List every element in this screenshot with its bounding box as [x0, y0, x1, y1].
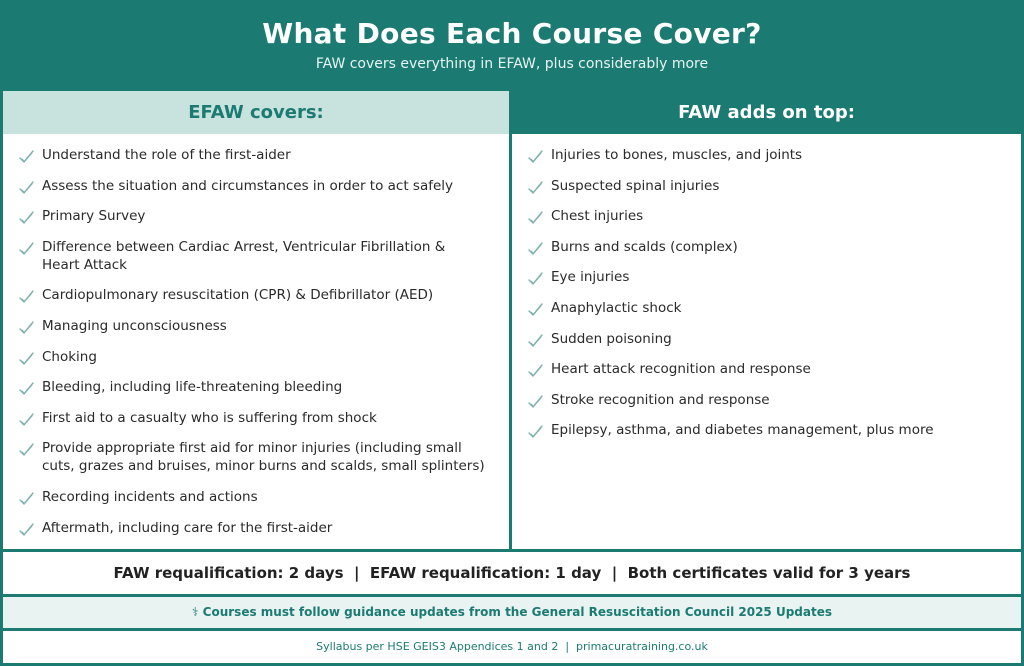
faw-list-item	[512, 421, 1021, 439]
faw-list-item-label: Epilepsy, asthma, and diabetes management, plus more	[551, 422, 934, 439]
check-icon	[18, 210, 35, 226]
check-icon	[527, 210, 544, 226]
efaw-list-item-label: Primary Survey	[42, 208, 146, 225]
check-icon	[18, 241, 35, 257]
faw-list-item	[512, 299, 1021, 317]
faw-list-item-label: Chest injuries	[551, 208, 644, 225]
faw-list-item	[512, 391, 1021, 409]
footer-bar	[3, 631, 1021, 663]
efaw-list	[3, 134, 509, 537]
check-icon	[527, 241, 544, 257]
check-icon	[527, 149, 544, 165]
faw-list-item-label: Eye injuries	[551, 269, 630, 286]
page-subtitle: FAW covers everything in EFAW, plus considerably more	[315, 56, 709, 72]
check-icon	[527, 180, 544, 196]
efaw-list-item-label: First aid to a casualty who is suffering from shock	[42, 409, 377, 426]
check-icon	[18, 351, 35, 367]
faw-list-item	[512, 238, 1021, 256]
check-icon	[527, 333, 544, 349]
efaw-list-item	[3, 317, 509, 335]
efaw-list-item-label: Bleeding, including life-threatening bleeding	[42, 379, 343, 396]
efaw-list-item	[3, 238, 509, 274]
faw-column	[512, 91, 1021, 549]
faw-list-item-label: Heart attack recognition and response	[551, 361, 811, 378]
faw-list-item	[512, 146, 1021, 164]
efaw-list-item-label: Recording incidents and actions	[42, 488, 258, 505]
efaw-list-item	[3, 409, 509, 427]
efaw-list-item-label: Understand the role of the first-aider	[42, 147, 291, 163]
page-title: What Does Each Course Cover?	[262, 17, 762, 50]
check-icon	[18, 442, 35, 458]
faw-list-item	[512, 268, 1021, 286]
efaw-list-item-label: Difference between Cardiac Arrest, Ventricular Fibrillation & Heart Attack	[42, 238, 446, 273]
check-icon	[527, 394, 544, 410]
faw-list	[512, 134, 1021, 439]
efaw-list-item-label: Aftermath, including care for the first-aider	[42, 519, 333, 536]
faw-list-item-label: Suspected spinal injuries	[551, 177, 720, 194]
guidance-note-text: ⚕ Courses must follow guidance updates from the General Resuscitation Council 2025 Updates	[192, 605, 832, 619]
check-icon	[18, 412, 35, 428]
check-icon	[18, 381, 35, 397]
check-icon	[18, 491, 35, 507]
efaw-column	[3, 91, 509, 549]
requalification-bar	[3, 552, 1021, 594]
efaw-list-item-label: Choking	[42, 348, 97, 365]
efaw-list-item-label: Assess the situation and circumstances in order to act safely	[42, 177, 454, 194]
faw-list-item-label: Sudden poisoning	[551, 330, 672, 347]
efaw-list-item	[3, 348, 509, 366]
faw-list-item-label: Anaphylactic shock	[551, 299, 682, 316]
guidance-note-bar	[3, 597, 1021, 628]
efaw-list-item	[3, 207, 509, 225]
efaw-list-item	[3, 177, 509, 195]
faw-list-item-label: Stroke recognition and response	[551, 391, 770, 408]
check-icon	[527, 271, 544, 287]
faw-list-item-label: Injuries to bones, muscles, and joints	[551, 147, 803, 163]
faw-heading: FAW adds on top:	[512, 91, 1021, 134]
check-icon	[18, 320, 35, 336]
efaw-list-item	[3, 286, 509, 304]
requalification-text: FAW requalification: 2 days | EFAW requalification: 1 day | Both certificates valid for 3 years	[113, 564, 911, 582]
efaw-list-item-label: Managing unconsciousness	[42, 317, 227, 334]
faw-list-item	[512, 360, 1021, 378]
check-icon	[18, 149, 35, 165]
faw-list-item	[512, 177, 1021, 195]
efaw-list-item	[3, 439, 509, 475]
check-icon	[18, 289, 35, 305]
faw-list-item	[512, 330, 1021, 348]
faw-list-item-label: Burns and scalds (complex)	[551, 238, 738, 255]
check-icon	[527, 363, 544, 379]
check-icon	[18, 180, 35, 196]
check-icon	[527, 424, 544, 440]
footer-text: Syllabus per HSE GEIS3 Appendices 1 and 2 | primacuratraining.co.uk	[316, 640, 708, 653]
efaw-list-item-label: Cardiopulmonary resuscitation (CPR) & Defibrillator (AED)	[42, 287, 434, 304]
efaw-list-item	[3, 378, 509, 396]
efaw-heading: EFAW covers:	[3, 91, 509, 134]
check-icon	[18, 522, 35, 538]
efaw-list-item	[3, 146, 509, 164]
efaw-list-item	[3, 519, 509, 537]
efaw-list-item-label: Provide appropriate first aid for minor injuries (including small cuts, grazes and bruises, minor burns and scalds, small splinters)	[42, 440, 485, 475]
check-icon	[527, 302, 544, 318]
efaw-list-item	[3, 488, 509, 506]
page-header	[0, 0, 1024, 90]
faw-list-item	[512, 207, 1021, 225]
